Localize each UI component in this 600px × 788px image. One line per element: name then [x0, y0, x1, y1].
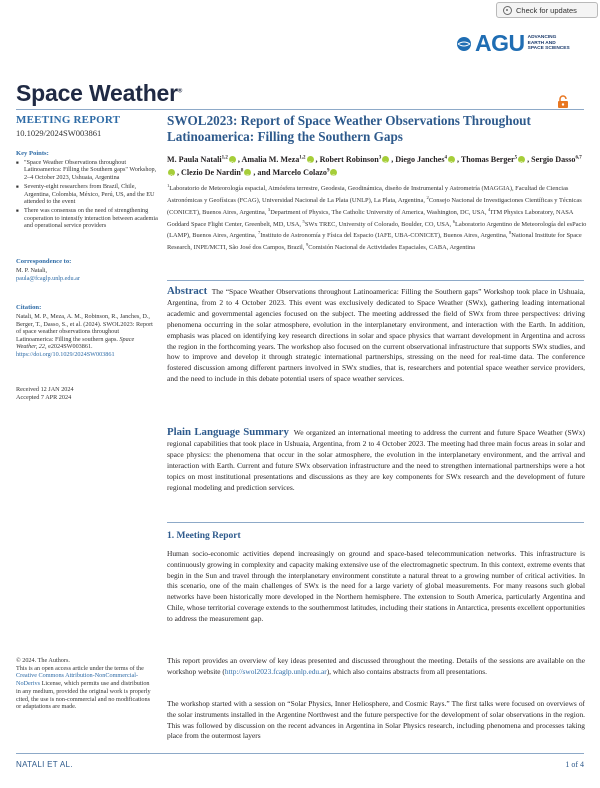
- abstract-label: Abstract: [167, 285, 208, 297]
- orcid-icon[interactable]: [229, 156, 236, 163]
- orcid-icon[interactable]: [307, 156, 314, 163]
- orcid-icon[interactable]: [382, 156, 389, 163]
- workshop-website-link[interactable]: http://swol2023.fcaglp.unlp.edu.ar: [224, 666, 327, 676]
- check-for-updates-button[interactable]: [496, 2, 598, 18]
- correspondence-email-link[interactable]: paula@fcaglp.unlp.edu.ar: [16, 274, 80, 282]
- article-title: SWOL2023: Report of Space Weather Observations Throughout Latinoamerica: Filling the Southern Gaps: [167, 113, 531, 144]
- author: Amalia M. Meza$^{1,2}$iD ,: [242, 155, 320, 164]
- key-point: ■ There was consensus on the need of strengthening cooperation to intensify interaction between academia and operational service providers: [16, 207, 158, 229]
- running-author: NATALI ET AL.: [16, 760, 73, 769]
- body-paragraph: The workshop started with a session on “Solar Physics, Inner Heliosphere, and Cosmic Rays.” The first talks were focused on overviews of the solar instruments installed in the Argentine Northwest and the future perspective for the development of solar observations in the region. This was followed by discussion on the recent advances in Argentina in Solar Physics research, including phenomena and processes taking place from the outermost layers: [167, 699, 585, 741]
- author: M. Paula Natali$^{1,2}$iD ,: [167, 155, 242, 164]
- citation-heading: Citation:: [16, 304, 42, 311]
- author: Thomas Berger$^5$iD ,: [461, 155, 531, 164]
- open-access-icon: [556, 95, 570, 114]
- affiliation: $^4$ITM Physics Laboratory, NASA Goddard Space Flight Center, Greenbelt, MD, USA,: [167, 206, 574, 228]
- abstract-text: The “Space Weather Observations throughout Latinoamerica: Filling the Southern gaps” Workshop took place in Ushuaia, Argentina, from 2 to 4 October 2023. This event was exclusively dedicated to Space Weather (SWx), gathering leading international academic and governmental agencies focused on the subject. The meeting addressed the field of SWx from three perspectives: driving phenomena occurring in the solar atmosphere, evolution in the interplanetary environment, and interaction with the Earth. In addition, emphasis was placed on identifying key research directions in solar and space physics that warrant development in Argentina and across the region in the forthcoming years. The workshop also focused on the current observational infrastructure that supports SWx studies, and how to improve and develop it through strategic international partnerships, stressing on the need for real-time data. The conference fostered discussion among different partners involved in SWx studies, that is, researchers and potential space weather service providers, and the need to include in this debate potential users of space weather services.: [167, 287, 586, 384]
- affiliation: $^5$SWx TREC, University of Colorado, Boulder, CO, USA,: [302, 218, 453, 228]
- key-point: ■ Seventy-eight researchers from Brazil, Chile, Argentina, Colombia, México, Perú, US, and the EU attended to the event: [16, 183, 158, 205]
- orcid-icon[interactable]: [448, 156, 455, 163]
- key-point: ■ "Space Weather Observations throughout Latinoamerica: Filling the Southern gaps" Workshop, 2–4 October 2023, Ushuaia, Argentina: [16, 159, 158, 181]
- citation: Natali, M. P., Meza, A. M., Robinson, R., Janches, D., Berger, T., Dasso, S., et al. (2024). SWOL2023: Report of space weather observations throughout Latinoamerica: Filling the southern gaps. Space Weather, 22, e2024SW003861. https://doi.org/10.1029/2024SW003861: [16, 313, 153, 358]
- key-points-list: [16, 159, 158, 232]
- author: Clezio De Nardin$^8$iD , and: [181, 168, 272, 177]
- publisher-name: AGU: [475, 30, 525, 56]
- section-heading: 1. Meeting Report: [167, 531, 241, 541]
- license-link[interactable]: Creative Commons Attribution-NonCommercial-NoDerivs: [16, 672, 139, 688]
- abstract-divider: [167, 280, 584, 281]
- pls-label: Plain Language Summary: [167, 426, 289, 438]
- license-notice: © 2024. The Authors. This is an open access article under the terms of the Creative Commons Attribution-NonCommercial-NoDerivs License, which permits use and distribution in any medium, provided the original work is properly cited, the use is non-commercial and no modifications or adaptations are made.: [16, 657, 151, 711]
- author: Sergio Dasso$^{6,7}$iD,: [167, 155, 582, 178]
- footer-divider: [16, 753, 584, 754]
- publisher-tagline: ADVANCING EARTH AND SPACE SCIENCES: [527, 35, 570, 52]
- article-dates: [16, 386, 74, 401]
- citation-doi-link[interactable]: https://doi.org/10.1029/2024SW003861: [16, 350, 115, 358]
- globe-icon: [456, 36, 472, 52]
- author-list: [167, 152, 587, 179]
- author: Marcelo Colazo$^9$iD: [272, 168, 339, 177]
- affiliation: $^9$Comisión Nacional de Actividades Espaciales, CABA, Argentina: [305, 242, 475, 252]
- pls-text: We organized an international meeting to address the current and future Space Weather (SWx) regional capabilities that took place in Ushuaia, Argentina, from 2 to 4 October 2023. The meeting had three main focus areas in solar and space physics: the phenomena that occur in the solar atmosphere, the evolution in the interplanetary environment, and the arrival and interaction with Earth. Current and future SWx observation infrastructure and the need to strengthen international partnerships were a hot topics on most institutional presentations and discussions as they are key components for SWx research and the development of future regional modeling and prediction services.: [167, 428, 585, 492]
- affiliation: $^7$Instituto de Astronomía y Física del Espacio (IAFE, UBA-CONICET), Buenos Aires, Argentina,: [257, 230, 509, 240]
- plain-language-summary: [167, 427, 585, 493]
- body-paragraph: Human socio-economic activities depend increasingly on ground and space-based telecommunication networks. This infrastructure is continuously growing in complexity and capacity making extensive use of the electromagnetic spectrum. In this context, extreme events that begin in the Sun and travel through the interplanetary environment constitute a natural threat to a growing number of critical activities. In this scenario, one of the main challenges of SWx is the need for a large variety of global measurements. For many reasons such global networks have been historically more developed in the Northern hemisphere. The extension to South America, particularly Argentina and Chile, whose territorial coverage extends to the southernmost latitudes, including their stations in Antarctica, presents excellent opportunities to address the measurement gap.: [167, 549, 585, 623]
- orcid-icon[interactable]: [244, 169, 251, 176]
- affiliations: [167, 182, 587, 253]
- article-type: MEETING REPORT: [16, 114, 121, 126]
- affiliation: $^2$Consejo Nacional de Investigaciones Científicas y Técnicas (CONICET), Buenos Aires, Argentina,: [167, 194, 582, 216]
- orcid-icon[interactable]: [518, 156, 525, 163]
- citation-journal: Space Weather, 22: [16, 335, 135, 350]
- page-number: 1 of 4: [565, 760, 584, 769]
- crossmark-icon: [503, 6, 512, 15]
- journal-title: Space Weather®: [16, 80, 183, 106]
- correspondence: [16, 267, 80, 282]
- body-paragraph: This report provides an overview of key ideas presented and discussed throughout the meeting. Details of the sessions are available on the workshop website (http://swol2023.fcaglp.unlp.edu.ar), which also contains abstracts from all presentations.: [167, 656, 585, 676]
- section-divider: [167, 522, 584, 523]
- affiliation: $^3$Department of Physics, The Catholic University of America, Washington, DC, USA,: [267, 206, 489, 216]
- check-for-updates-label: Check for updates: [516, 5, 577, 15]
- correspondence-heading: Correspondence to:: [16, 258, 72, 265]
- author: Diego Janches$^4$iD ,: [395, 155, 461, 164]
- orcid-icon[interactable]: [168, 169, 175, 176]
- correspondence-name: M. P. Natali,: [16, 267, 48, 274]
- author: Robert Robinson$^3$iD ,: [320, 155, 396, 164]
- received-date: Received 12 JAN 2024: [16, 386, 74, 393]
- abstract: [167, 286, 585, 385]
- affiliation: $^8$National Institute for Space Research, INPE/MCTI, São José dos Campos, Brazil,: [167, 230, 582, 252]
- agu-logo: [456, 30, 570, 57]
- accepted-date: Accepted 7 APR 2024: [16, 393, 72, 401]
- orcid-icon[interactable]: [330, 169, 337, 176]
- key-points-heading: Key Points:: [16, 150, 49, 157]
- article-doi: 10.1029/2024SW003861: [16, 128, 102, 138]
- affiliation: $^6$Laboratorio Argentino de Meteorología del esPacio (LAMP), Buenos Aires, Argentina,: [167, 218, 587, 240]
- affiliation: $^1$Laboratorio de Meteorología espacial, Atmósfera terrestre, Geodesia, Geodinámica, diseño de Instrumental y Astrometría (MAGGIA), Facultad de Ciencias Astronómicas y Geofísicas (FCAG), Universidad Nacional de La Plata (UNLP), La Plata, Argentina,: [167, 183, 569, 204]
- header-divider: [16, 109, 584, 110]
